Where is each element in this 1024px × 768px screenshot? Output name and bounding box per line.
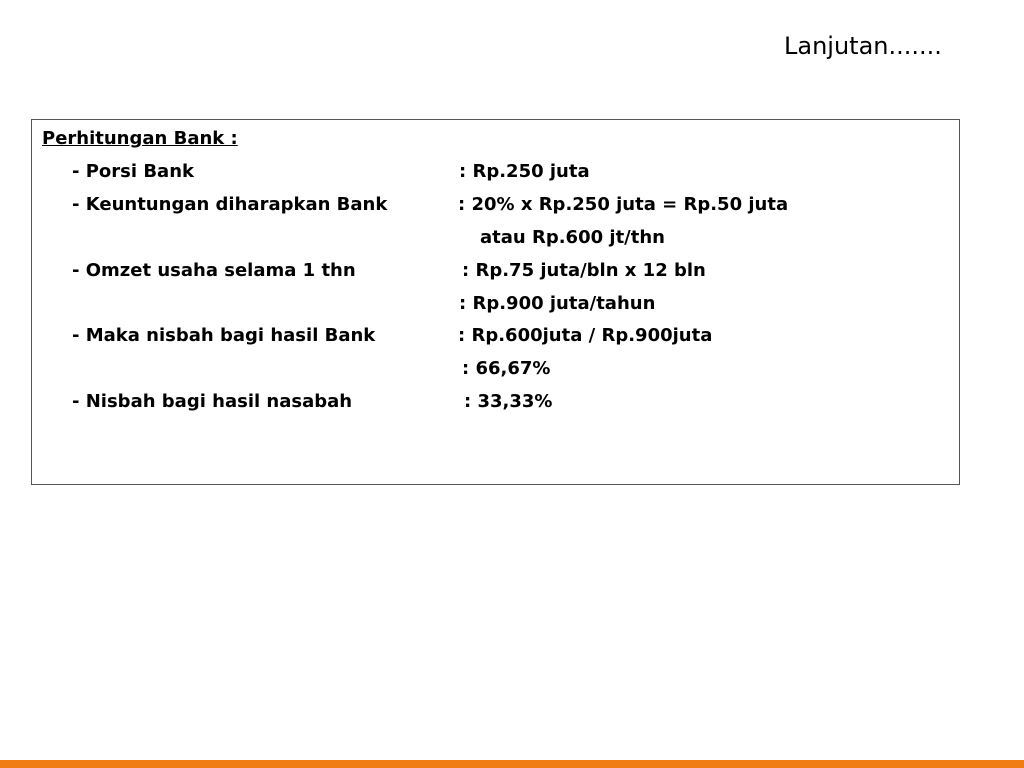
row-value: atau Rp.600 jt/thn [480, 227, 665, 248]
row-value: : Rp.900 juta/tahun [459, 293, 656, 314]
row-value: : 20% x Rp.250 juta = Rp.50 juta [458, 194, 789, 215]
row-value: : Rp.75 juta/bln x 12 bln [462, 260, 706, 281]
calculation-heading: Perhitungan Bank : [42, 128, 238, 149]
calculation-box [31, 119, 960, 485]
row-label: - Porsi Bank [72, 161, 194, 182]
row-value: : 66,67% [462, 358, 551, 379]
row-value: : 33,33% [464, 391, 553, 412]
bottom-accent-bar [0, 760, 1024, 768]
slide-title: Lanjutan....... [784, 32, 942, 60]
row-label: - Omzet usaha selama 1 thn [72, 260, 356, 281]
row-value: : Rp.600juta / Rp.900juta [458, 325, 713, 346]
row-label: - Keuntungan diharapkan Bank [72, 194, 388, 215]
row-label: - Maka nisbah bagi hasil Bank [72, 325, 376, 346]
row-label: - Nisbah bagi hasil nasabah [72, 391, 353, 412]
row-value: : Rp.250 juta [459, 161, 590, 182]
